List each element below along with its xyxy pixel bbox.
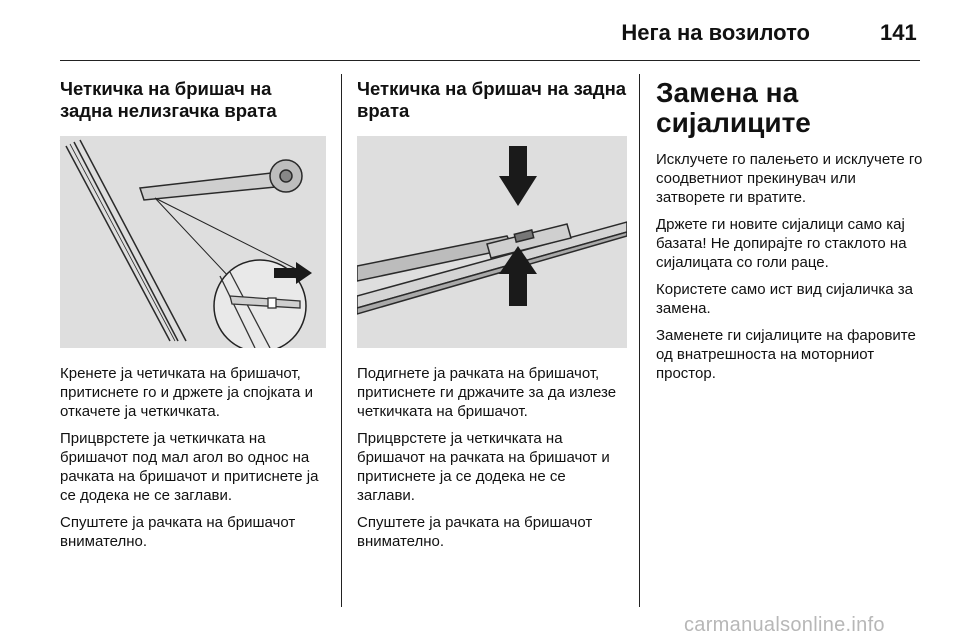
column-divider: [639, 74, 640, 607]
paragraph: Спуштете ја рачката на бришачот внимателно.: [357, 514, 593, 550]
section-heading: Четкичка на бришач на задна врата: [357, 78, 627, 121]
left-column: [60, 78, 326, 559]
watermark: carmanualsonline.info: [684, 614, 885, 636]
paragraph: Заменете ги сијалиците на фаровите од внатрешноста на моторниот простор.: [656, 327, 916, 382]
header-title: Нега на возилото: [621, 20, 810, 45]
paragraph: Прицврстете ја четкичката на бришачот под мал агол во однос на рачката на бришачот и притиснете ја се додека не се заглави.: [60, 430, 319, 504]
paragraph: Прицврстете ја четкичката на бришачот на рачката на бришачот и притиснете ја се додека не се заглави.: [357, 430, 610, 504]
wiper-illustration-left: [60, 136, 326, 348]
paragraph: Спуштете ја рачката на бришачот внимателно.: [60, 514, 296, 550]
wiper-illustration-middle: [357, 136, 627, 348]
section-title: Замена на сијалиците: [656, 77, 811, 138]
instructions: [656, 150, 926, 383]
middle-column: [357, 78, 627, 559]
paragraph: Кренете ја четичката на бришачот, притиснете го и држете ја спојката и откачете ја четкичката.: [60, 365, 313, 420]
section-heading: Четкичка на бришач на задна нелизгачка врата: [60, 78, 277, 121]
paragraph: Исклучете го палењето и исклучете го соодветниот прекинувач или затворете ги вратите.: [656, 151, 923, 206]
page-number: 141: [880, 20, 917, 45]
header-rule: [60, 60, 920, 61]
instructions: [357, 364, 627, 551]
right-column: [656, 78, 926, 391]
column-divider: [341, 74, 342, 607]
instructions: [60, 364, 326, 551]
paragraph: Подигнете ја рачката на бришачот, притиснете ги држачите за да излезе четкичката на бришачот.: [357, 365, 617, 420]
paragraph: Користете само ист вид сијаличка за замена.: [656, 281, 914, 317]
paragraph: Држете ги новите сијалици само кај базата! Не допирајте го стаклото на сијалицата со голи раце.: [656, 216, 907, 271]
